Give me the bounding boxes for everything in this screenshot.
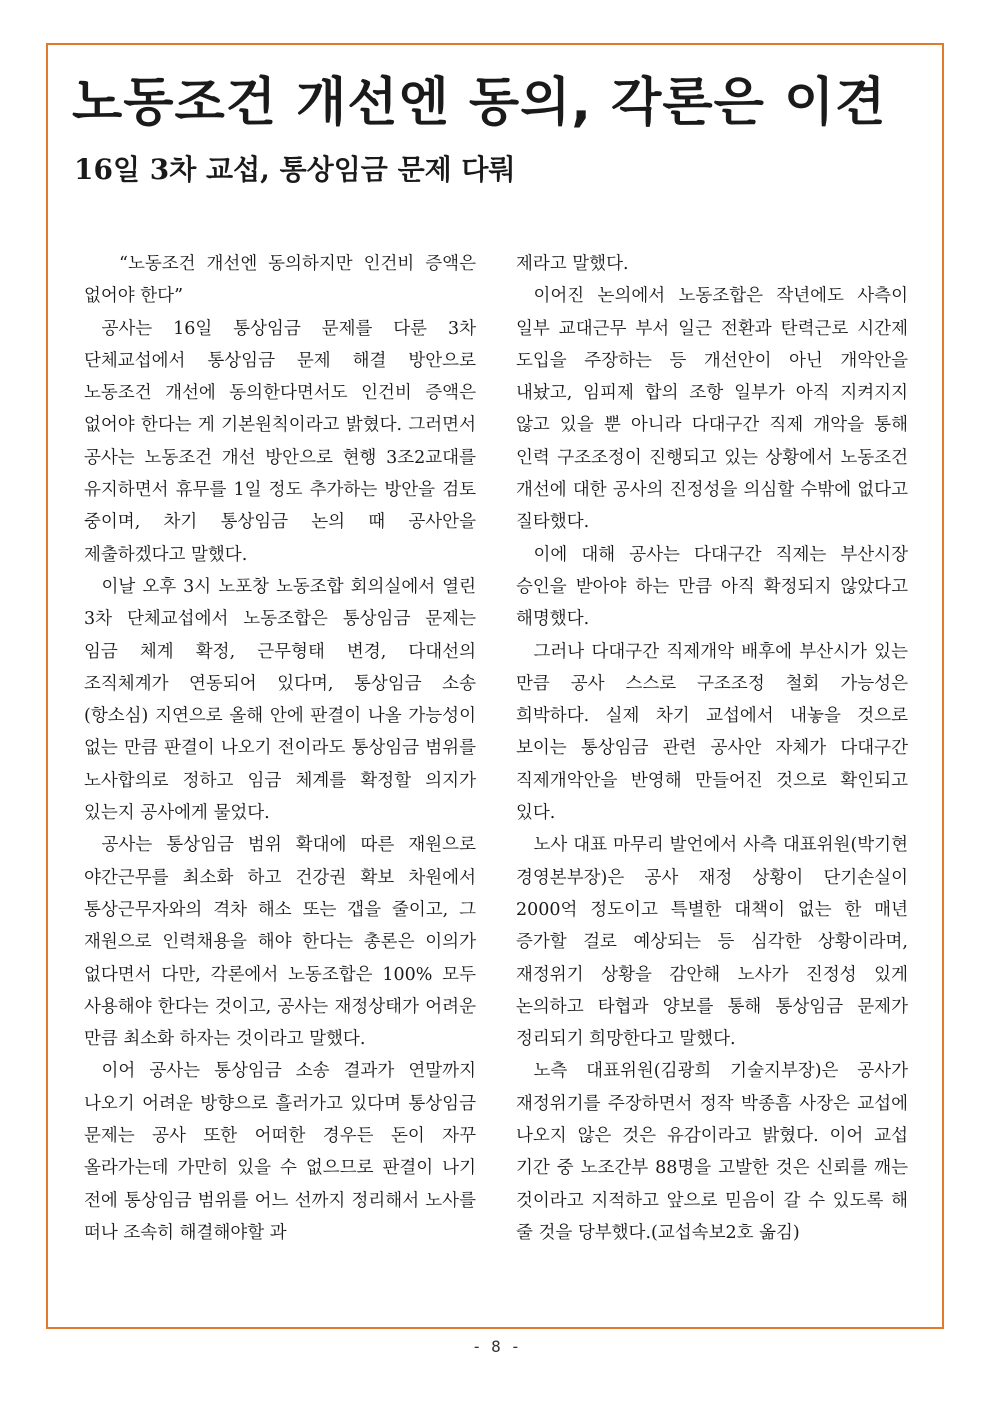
- paragraph: 공사는 통상임금 범위 확대에 따른 재원으로 야간근무를 최소화 하고 건강권 확보 차원에서 통상근무자와의 격차 해소 또는 갭을 줄이고, 그 재원으로 인력채용을 해야 한다는 총론은 이의가 없다면서 다만, 각론에서 노동조합은 100% 모두 사용해야 한다는 것이고, 공사는 재정상태가 어려운 만큼 최소화 하자는 것이라고 말했다.: [84, 835, 476, 1050]
- page-number: - 8 -: [471, 1337, 521, 1356]
- paragraph: “노동조건 개선엔 동의하지만 인건비 증액은 없어야 한다”: [84, 254, 476, 307]
- paragraph: 이에 대해 공사는 다대구간 직제는 부산시장 승인을 받아야 하는 만큼 아직 확정되지 않았다고 해명했다.: [516, 544, 908, 630]
- paragraph: 노측 대표위원(김광희 기술지부장)은 공사가 재정위기를 주장하면서 정작 박종흠 사장은 교섭에 나오지 않은 것은 유감이라고 밝혔다. 이어 교섭 기간 중 노조간부 88명을 고발한 것은 신뢰를 깨는 것이라고 지적하고 앞으로 믿음이 갈 수 있도록 해 줄 것을 당부했다.(교섭속보2호 옮김): [516, 1061, 908, 1243]
- paragraph: 노사 대표 마무리 발언에서 사측 대표위원(박기현 경영본부장)은 공사 재정 상황이 단기손실이 2000억 정도이고 특별한 대책이 없는 한 매년 증가할 걸로 예상되는 등 심각한 상황이라며, 재정위기 상황을 감안해 노사가 진정성 있게 논의하고 타협과 양보를 통해 통상임금 문제가 정리되기 희망한다고 말했다.: [516, 835, 908, 1050]
- paragraph: 이어 공사는 통상임금 소송 결과가 연말까지 나오기 어려운 방향으로 흘러가고 있다며 통상임금 문제는 공사 또한 어떠한 경우든 돈이 자꾸 올라가는데 가만히 있을 수 없으므로 판결이 나기 전에 통상임금 범위를 어느 선까지 정리해서 노사를 떠나 조속히 해결해야할 과: [84, 1061, 476, 1243]
- paragraph-continuation: 제라고 말했다.: [516, 254, 629, 274]
- paragraph: 그러나 다대구간 직제개악 배후에 부산시가 있는 만큼 공사 스스로 구조조정 철회 가능성은 희박하다. 실제 차기 교섭에서 내놓을 것으로 보이는 통상임금 관련 공사안 자체가 다대구간 직제개악안을 반영해 만들어진 것으로 확인되고 있다.: [516, 641, 908, 824]
- paragraph: 이날 오후 3시 노포창 노동조합 회의실에서 열린 3차 단체교섭에서 노동조합은 통상임금 문제는 임금 체계 확정, 근무형태 변경, 다대선의 조직체계가 연동되어 있다며, 통상임금 소송(항소심) 지연으로 올해 안에 판결이 나올 가능성이 없는 만큼 판결이 나오기 전이라도 통상임금 범위를 노사합의로 정하고 임금 체계를 확정할 의지가 있는지 공사에게 물었다.: [84, 576, 476, 824]
- article-column-left: [84, 248, 476, 1249]
- paragraph: 공사는 16일 통상임금 문제를 다룬 3차 단체교섭에서 통상임금 문제 해결 방안으로 노동조건 개선에 동의한다면서도 인건비 증액은 없어야 한다는 게 기본원칙이라고 밝혔다. 그러면서 공사는 노동조건 개선 방안으로 현행 3조2교대를 유지하면서 휴무를 1일 정도 추가하는 방안을 검토 중이며, 차기 통상임금 논의 때 공사안을 제출하겠다고 말했다.: [84, 318, 476, 565]
- article-headline: 노동조건 개선엔 동의, 각론은 이견: [72, 73, 887, 133]
- article-column-right: [516, 248, 908, 1249]
- article-subheadline: 16일 3차 교섭, 통상임금 문제 다뤄: [74, 153, 516, 186]
- paragraph: 이어진 논의에서 노동조합은 작년에도 사측이 일부 교대근무 부서 일근 전환과 탄력근로 시간제 도입을 주장하는 등 개선안이 아닌 개악안을 내놨고, 임피제 합의 조항 일부가 아직 지켜지지 않고 있을 뿐 아니라 다대구간 직제 개악을 통해 인력 구조조정이 진행되고 있는 상황에서 노동조건 개선에 대한 공사의 진정성을 의심할 수밖에 없다고 질타했다.: [516, 286, 908, 533]
